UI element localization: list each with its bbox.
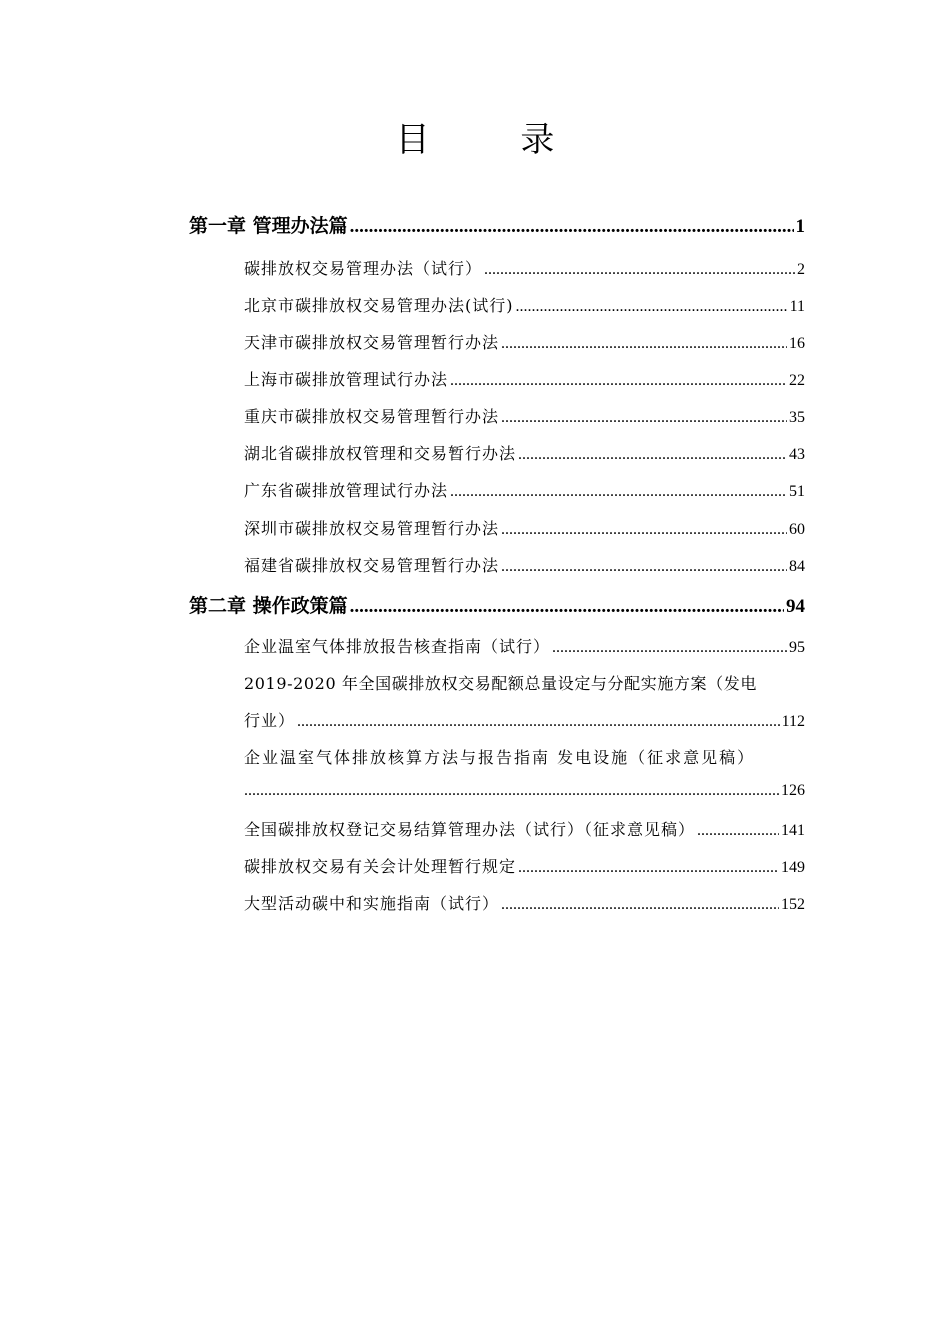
page-number: 11 xyxy=(789,298,805,315)
page-number: 112 xyxy=(781,713,805,730)
dot-leader xyxy=(244,782,779,800)
toc-entry[interactable] xyxy=(244,330,805,353)
page-number: 43 xyxy=(789,446,805,463)
dot-leader xyxy=(501,896,779,914)
entry-label-line1[interactable]: 2019-2020 年全国碳排放权交易配额总量设定与分配实施方案（发电 xyxy=(244,674,757,693)
entry-label: 全国碳排放权登记交易结算管理办法（试行）（征求意见稿） xyxy=(244,820,696,839)
page-number: 60 xyxy=(789,521,805,538)
page-number: 149 xyxy=(781,859,805,876)
entry-label: 广东省碳排放管理试行办法 xyxy=(244,481,449,500)
page-number: 2 xyxy=(797,261,805,278)
page-number: 152 xyxy=(781,896,805,913)
dot-leader xyxy=(484,261,795,279)
entry-label: 北京市碳排放权交易管理办法(试行) xyxy=(244,296,514,315)
entry-label: 重庆市碳排放权交易管理暂行办法 xyxy=(244,407,500,426)
page-number: 16 xyxy=(789,335,805,352)
toc-entry[interactable] xyxy=(244,404,805,427)
entry-label: 上海市碳排放管理试行办法 xyxy=(244,370,449,389)
entry-label: 福建省碳排放权交易管理暂行办法 xyxy=(244,556,500,575)
entry-label: 深圳市碳排放权交易管理暂行办法 xyxy=(244,519,500,538)
page-number: 94 xyxy=(786,596,805,617)
toc-entry[interactable] xyxy=(244,293,805,316)
page-number: 1 xyxy=(795,216,805,237)
entry-label: 湖北省碳排放权管理和交易暂行办法 xyxy=(244,444,517,463)
toc-entry[interactable] xyxy=(244,441,805,464)
toc-chapter-2[interactable] xyxy=(189,591,805,618)
dot-leader xyxy=(697,822,779,840)
dot-leader xyxy=(518,859,779,877)
page-number: 126 xyxy=(781,782,805,799)
chapter-label: 第二章 操作政策篇 xyxy=(189,595,348,617)
toc-entry[interactable] xyxy=(244,854,805,877)
dot-leader xyxy=(501,409,787,427)
toc-entry[interactable] xyxy=(244,891,805,914)
entry-label: 碳排放权交易管理办法（试行） xyxy=(244,259,483,278)
dot-leader xyxy=(450,372,787,390)
page-number: 35 xyxy=(789,409,805,426)
dot-leader xyxy=(518,446,787,464)
dot-leader xyxy=(501,521,787,539)
page-number: 51 xyxy=(789,483,805,500)
toc-entry[interactable] xyxy=(244,516,805,539)
toc-entry[interactable] xyxy=(244,782,805,800)
page-number: 95 xyxy=(789,639,805,656)
toc-entry[interactable] xyxy=(244,478,805,501)
dot-leader xyxy=(450,483,787,501)
toc-entry[interactable] xyxy=(244,367,805,390)
dot-leader xyxy=(552,639,787,657)
dot-leader xyxy=(350,216,794,238)
toc-entry[interactable] xyxy=(244,634,805,657)
dot-leader xyxy=(501,335,787,353)
entry-label-line2: 行业） xyxy=(244,711,296,730)
entry-label: 天津市碳排放权交易管理暂行办法 xyxy=(244,333,500,352)
dot-leader xyxy=(350,596,784,618)
toc-chapter-1[interactable] xyxy=(189,211,805,238)
toc-entry[interactable] xyxy=(244,553,805,576)
dot-leader xyxy=(297,713,780,731)
entry-label-line1[interactable]: 企业温室气体排放核算方法与报告指南 发电设施（征求意见稿） xyxy=(244,748,756,767)
page-number: 22 xyxy=(789,372,805,389)
page-title: 目 录 xyxy=(395,120,595,160)
entry-label: 企业温室气体排放报告核查指南（试行） xyxy=(244,637,551,656)
chapter-label: 第一章 管理办法篇 xyxy=(189,215,348,237)
page-number: 84 xyxy=(789,558,805,575)
toc-entry[interactable] xyxy=(244,708,805,731)
toc-entry[interactable] xyxy=(244,256,805,279)
dot-leader xyxy=(501,558,787,576)
toc-entry[interactable] xyxy=(244,817,805,840)
entry-label: 大型活动碳中和实施指南（试行） xyxy=(244,894,500,913)
page-number: 141 xyxy=(781,822,805,839)
entry-label: 碳排放权交易有关会计处理暂行规定 xyxy=(244,857,517,876)
dot-leader xyxy=(516,298,788,316)
